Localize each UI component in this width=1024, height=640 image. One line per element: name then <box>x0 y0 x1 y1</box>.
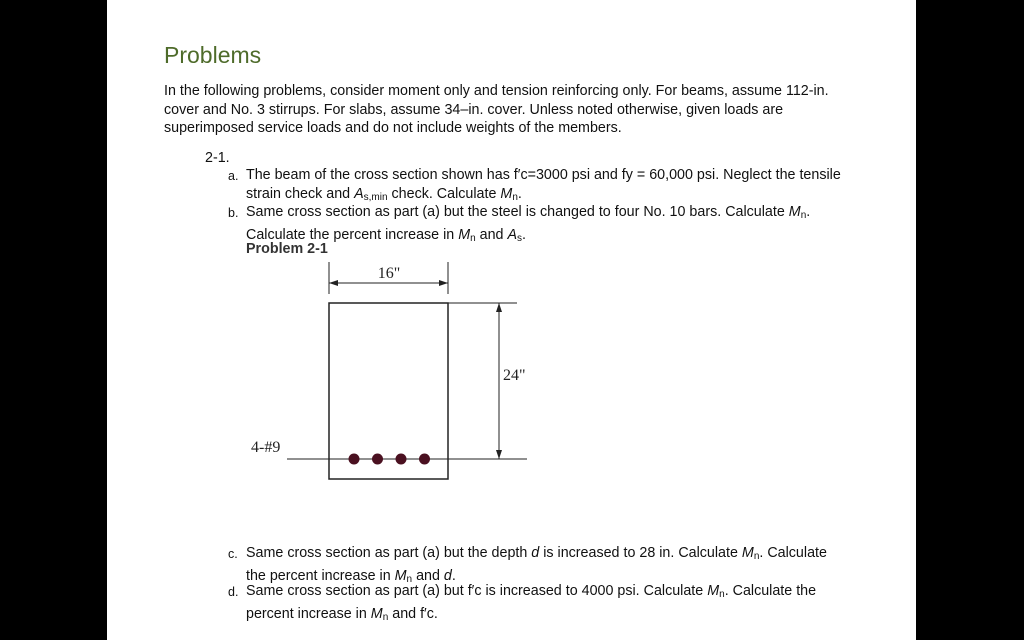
part-letter: c. <box>228 547 238 561</box>
intro-line: In the following problems, consider moment only and tension reinforcing only. For beams, assume 112-in. <box>164 83 829 99</box>
section-heading: Problems <box>164 42 262 68</box>
part-a-line1: The beam of the cross section shown has f′c=3000 psi and fy = 60,000 psi. Neglect the tensile <box>246 167 841 183</box>
problem-number: 2-1. <box>205 150 230 166</box>
figure-title: Problem 2-1 <box>246 241 328 257</box>
rebar-bar <box>349 454 360 465</box>
part-d-line1: Same cross section as part (a) but f′c is increased to 4000 psi. Calculate $M_n$. Calculate the <box>246 583 817 600</box>
part-d-line2: percent increase in $M_n$ and f′c. <box>246 605 438 623</box>
intro-line: superimposed service loads and do not include weights of the members. <box>164 120 622 137</box>
beam-outline <box>329 303 448 479</box>
part-c-line2: the percent increase in $M_n$ and d. <box>246 567 456 585</box>
depth-arrow-bottom <box>496 450 502 459</box>
part-a-line2: strain check and $A_{s,min}$ check. Calculate $M_n$. <box>246 185 522 203</box>
rebar-bar <box>396 454 407 465</box>
width-arrow-right <box>439 280 448 286</box>
bars-label: 4-#9 <box>251 439 281 456</box>
part-b-line2: Calculate the percent increase in $M_n$ and $A_s$. <box>246 226 527 244</box>
beam-cross-section-figure <box>237 256 637 486</box>
width-arrow-left <box>329 280 338 286</box>
width-label: 16" <box>377 265 401 282</box>
part-letter: b. <box>228 206 239 220</box>
rebar-bar <box>419 454 430 465</box>
part-letter: d. <box>228 585 239 599</box>
depth-arrow-top <box>496 303 502 312</box>
intro-line: cover and No. 3 stirrups. For slabs, assume 34–in. cover. Unless noted otherwise, given loads are <box>164 101 784 118</box>
part-letter: a. <box>228 169 239 183</box>
part-b-line1: Same cross section as part (a) but the steel is changed to four No. 10 bars. Calculate $M_n$. <box>246 204 811 221</box>
intro-paragraph <box>164 82 864 138</box>
rebar-bar <box>372 454 383 465</box>
depth-label: 24" <box>503 367 526 384</box>
part-c-line1: Same cross section as part (a) but the depth d is increased to 28 in. Calculate $M_n$. Calculate <box>246 545 827 562</box>
document-page <box>107 0 916 640</box>
